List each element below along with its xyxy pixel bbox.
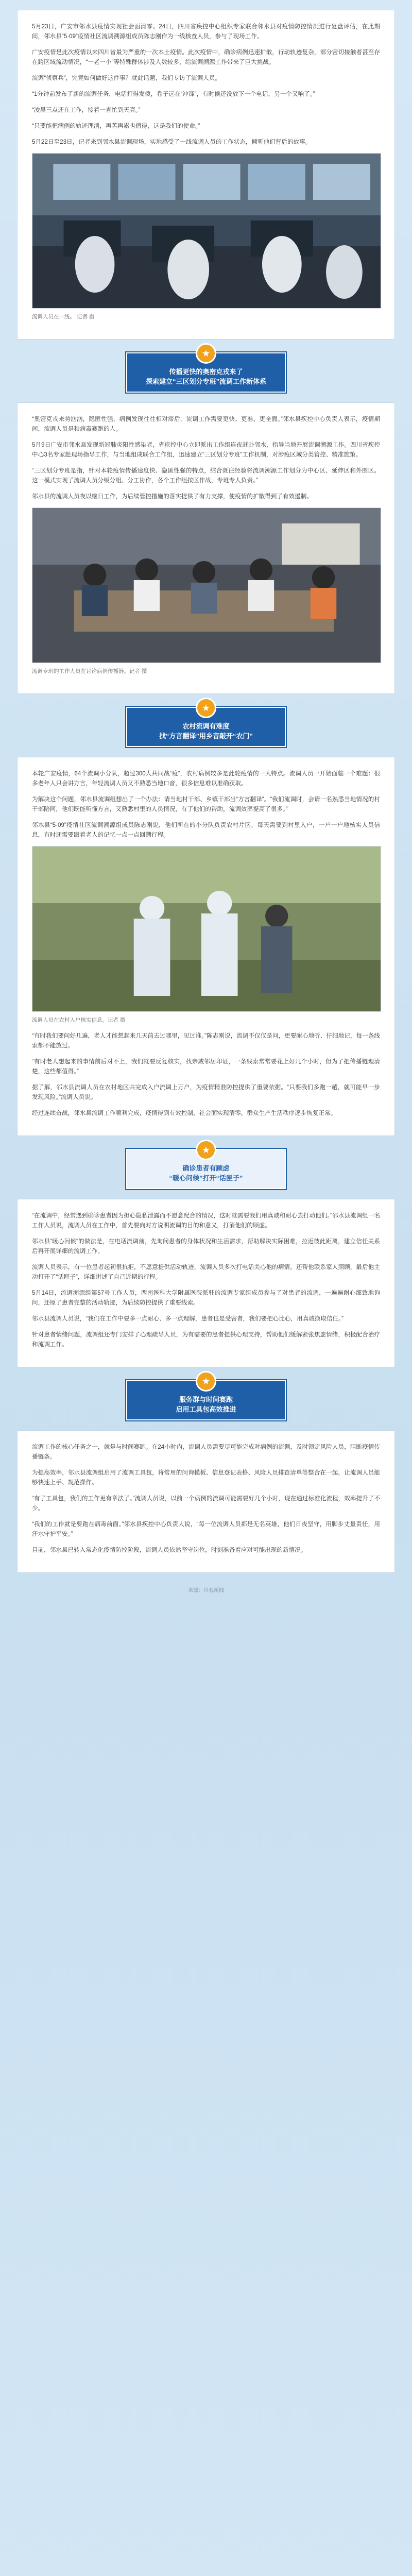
section-title-text: 服务群与时间赛跑 启用工具包高效推进 [176, 1396, 236, 1413]
section-paragraph: 为解决这个问题，邻水县流调组想出了一个办法：请当地村干部、乡镇干部当“方言翻译”。“我们流调时，会请一名熟悉当地情况的村干部陪同，他们既能听懂方言，又熟悉村里的人员情况，有了他们的帮助，流调效率提高了很多。” [32, 796, 380, 812]
section-paragraph: “我们的工作就是要跑在病毒前面。”邻水县疾控中心负责人说，“每一位流调人员都是无名英雄，他们日夜坚守，用脚步丈量责任，用汗水守护平安。” [32, 1521, 380, 1537]
section-paragraph: 流调工作的核心任务之一，就是与时间赛跑。在24小时内，流调人员需要尽可能完成对病例的流调，及时锁定风险人员，阻断疫情传播链条。 [32, 1444, 380, 1460]
section-paragraph: 5月14日，流调溯源组第57号工作人员，西南医科大学附属医院派驻的流调专家组成员参与了对患者的流调，一遍遍耐心细致地询问，还原了患者完整的活动轨迹，为后续防控提供了重要线索。 [32, 1290, 380, 1306]
star-icon: ★ [196, 1140, 216, 1160]
section-paragraph: “在流调中，经常遇到确诊患者因为担心隐私泄露而不愿意配合的情况，这时就需要我们用真诚和耐心去打动他们。”邻水县流调组一名工作人员说，流调人员在工作中，首先要向对方说明流调的目的和意义，打消他们的顾虑。 [32, 1212, 380, 1229]
photo-team-meeting [32, 507, 381, 663]
intro-paragraph: 5月23日，广安市邻水县疫情实现社会面清零。24日，四川省疾控中心组织专家联合邻水县对疫情防控情况进行复盘评估，在此期间，邻水县“5·09”疫情社区流调溯源组成员陈志刚作为一线核查人员，参与了现场工作。 [32, 23, 380, 40]
section-paragraph: 邻水县流调人员说，“我们在工作中要多一点耐心、多一点理解，患者也是受害者，我们要把心比心，用真诚换取信任。” [32, 1315, 344, 1322]
section-title [126, 1145, 286, 1189]
section2-card [18, 757, 394, 1136]
photo-caption: 流调专班的工作人员在讨论病例传播链。记者 摄 [32, 668, 147, 674]
section-title [126, 703, 286, 747]
photo-caption: 流调人员在农村入户核实信息。记者 摄 [32, 1017, 126, 1023]
section-paragraph: 流调人员表示，有一位患者起初很抗拒，不愿意提供活动轨迹，流调人员多次打电话关心他的病情，还帮他联系家人照顾，最后他主动打开了“话匣子”，详细讲述了自己近期的行程。 [32, 1264, 380, 1280]
intro-paragraph: “凌晨三点还在工作，接着一直忙到天亮。” [32, 107, 141, 113]
section-paragraph: 5月9日广安市邻水县发现新冠肺炎阳性感染者，省疾控中心立即派出工作组连夜赶赴邻水，指导当地开展流调溯源工作。四川省疾控中心3名专家赴现场指导工作，与当地组成联合工作组，迅速建立“三区划分专班”工作机制，对涉疫区域分类管控、精准施策。 [32, 442, 380, 458]
section4-card [18, 1431, 394, 1572]
section-paragraph: “有时老人想起来的事情前后对不上，我们就要反复核实，找亲戚邻居印证，一条线索常常要花上好几个小时，但为了把传播链理清楚，这些都值得。” [32, 1058, 380, 1075]
section3-card [18, 1199, 394, 1367]
photo-village-visit [32, 846, 381, 1012]
section-paragraph: 经过连续奋战，邻水县流调工作顺利完成，疫情得到有效控制，社会面实现清零，群众生产生活秩序逐步恢复正常。 [32, 1110, 337, 1116]
section-paragraph: 据了解，邻水县流调人员在农村地区共完成入户流调上万户，为疫情精准防控提供了重要依据。“只要我们多跑一趟，就可能早一步发现风险。”流调人员说。 [32, 1084, 380, 1100]
section-paragraph: “有了工具包，我们的工作更有章法了。”流调人员说，以前一个病例的流调可能需要好几个小时，现在通过标准化流程，效率提升了不少。 [32, 1495, 380, 1512]
intro-paragraph: 广安疫情是此次疫情以来四川省最为严重的一次本土疫情。此次疫情中，确诊病例迅速扩散，行动轨迹复杂，部分密切接触者甚至存在跨区域流动情况，“一老一小”等特殊群体涉及人数较多，给流调溯源工作带来了巨大挑战。 [32, 49, 380, 65]
section-paragraph: “奥密克戎来势汹汹，隐匿性强，病例发现往往相对滞后，流调工作需要更快、更准、更全面。”邻水县疾控中心负责人表示，疫情期间，流调人员是和病毒赛跑的人。 [32, 416, 380, 432]
source-footer: 来源：川观新闻 [188, 1588, 224, 1594]
section-title-text: 农村流调有难度 找“方言翻译”用乡音敲开“农门” [159, 722, 253, 740]
intro-card [18, 10, 394, 339]
section-title [126, 1376, 286, 1420]
section-paragraph: 邻水县“暖心问候”的做法是，在电话流调前，先询问患者的身体状况和生活需求，帮助解决实际困难，拉近彼此距离，建立信任关系后再开展详细的流调工作。 [32, 1238, 380, 1255]
section-paragraph: 邻水县“5·09”疫情社区流调溯源组成员陈志刚说，他们所在的小分队负责农村片区，每天需要到村里入户，一户一户地核实人员信息，有时还需要跟着老人的记忆一点一点回溯行程。 [32, 822, 380, 838]
photo-caption: 流调人员在一线。 记者 摄 [32, 314, 95, 320]
section-paragraph: 本轮广安疫情，64个流调小分队，超过300人共同战“疫”，农村病例较多是此轮疫情的一大特点。流调人员一开始面临一个难题：很多老年人只会讲方言，年轻流调人员又不熟悉当地口音，很多信息难以准确获取。 [32, 770, 380, 787]
photo-monitoring-room [32, 153, 381, 309]
star-icon: ★ [196, 1371, 216, 1392]
section-paragraph: 邻水县的流调人员夜以继日工作，为后续管控措施的落实提供了有力支撑，使疫情的扩散得到了有效遏制。 [32, 493, 313, 500]
section1-card [18, 403, 394, 693]
section-paragraph: 目前，邻水县已转入常态化疫情防控阶段，流调人员依然坚守岗位，时刻准备着应对可能出现的新情况。 [32, 1547, 307, 1553]
intro-paragraph: “只要能把病例的轨迹理清，再苦再累也值得，这是我们的使命。” [32, 123, 200, 129]
star-icon: ★ [196, 343, 216, 364]
section-paragraph: 针对患者情绪问题，流调组还专门安排了心理疏导人员，为有需要的患者提供心理支持，帮助他们缓解紧张焦虑情绪，积极配合治疗和流调工作。 [32, 1331, 380, 1348]
section-title [126, 348, 286, 393]
section-paragraph: “三区划分专班是指，针对本轮疫情传播速度快、隐匿性强的特点，结合既往经验将流调溯源工作划分为中心区、延伸区和外围区。这一模式实现了流调人员分级分组、分工协作，各个工作组按区作战，专班专人负责。” [32, 467, 380, 484]
intro-paragraph: 5月22日至23日，记者来到邻水县流调现场，实地感受了一线流调人员的工作状态，倾听他们背后的故事。 [32, 139, 312, 145]
star-icon: ★ [196, 698, 216, 718]
section-paragraph: “有时我们要问好几遍，老人才能想起来几天前去过哪里，见过谁。”陈志刚说，流调不仅仅是问，更要耐心地听、仔细地记，每一条线索都不能放过。 [32, 1032, 380, 1049]
section-title-text: 传播更快的奥密克戎来了 探索建立“三区划分专班”流调工作新体系 [145, 368, 266, 385]
section-paragraph: 为提高效率，邻水县流调组启用了流调工具包，将常用的问询模板、信息登记表格、风险人员排查清单等整合在一起，让流调人员能够快速上手、规范操作。 [32, 1469, 380, 1486]
intro-paragraph: “1分钟前发布了新的流调任务，电话打得发烫，卷子远在“冲锋”，有时候还没放下一个电话，另一个又响了。” [32, 91, 315, 97]
intro-paragraph: 流调“侦察兵”，究竟如何做好这件事？就此话题，我们专访了流调人员。 [32, 75, 221, 81]
section-title-text: 确诊患者有顾虑 “暖心问候”打开“话匣子” [169, 1164, 243, 1182]
